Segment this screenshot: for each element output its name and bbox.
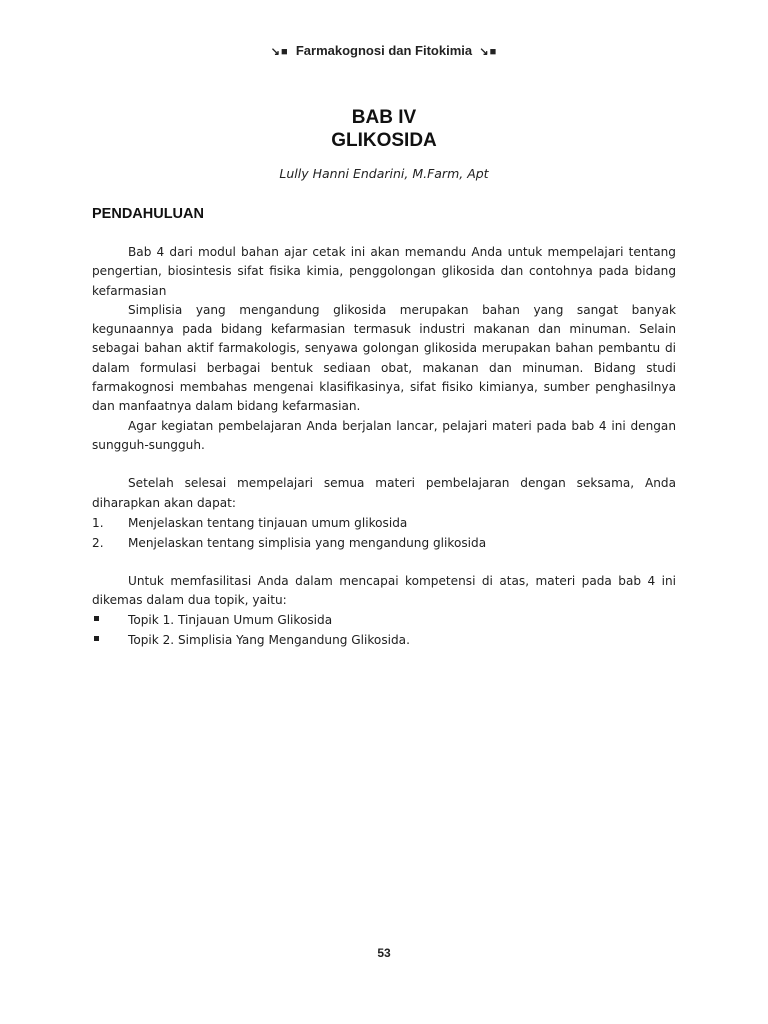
running-header-title: Farmakognosi dan Fitokimia — [295, 43, 473, 58]
objectives-list — [92, 513, 676, 553]
square-bullet-icon — [94, 616, 99, 621]
body-text — [92, 243, 676, 650]
list-number: 1. — [92, 515, 104, 530]
list-number: 2. — [92, 535, 104, 550]
page-number: 53 — [377, 946, 391, 960]
author-name: Lully Hanni Endarini, M.Farm, Apt — [279, 166, 489, 181]
topics-list — [92, 610, 676, 650]
topics-intro: Untuk memfasilitasi Anda dalam mencapai kompetensi di atas, materi pada bab 4 ini dikemas dalam dua topik, yaitu: — [92, 573, 676, 608]
square-bullet-icon — [94, 636, 99, 641]
list-item — [92, 630, 676, 650]
list-item-text: Menjelaskan tentang tinjauan umum glikosida — [128, 515, 408, 530]
list-item-text: Menjelaskan tentang simplisia yang mengandung glikosida — [128, 535, 487, 550]
list-item-text: Topik 1. Tinjauan Umum Glikosida — [128, 613, 333, 628]
paragraph: Simplisia yang mengandung glikosida merupakan bahan yang sangat banyak kegunaannya pada bidang kefarmasian termasuk industri makanan dan minuman. Selain sebagai bahan aktif farmakologis, senyawa golongan glikosida merupakan bahan pembantu di dalam formulasi berbagai bentuk sediaan obat, makanan dan minuman. Bidang studi farmakognosi membahas mengenai klasifikasinya, sifat fisiko kimianya, sumber penghasilnya dan manfaatnya dalam bidang kefarmasian. — [92, 302, 676, 414]
chapter-title: GLIKOSIDA — [331, 130, 437, 151]
arrow-square-ornament-icon: ↘■ — [270, 46, 289, 58]
arrow-square-ornament-icon: ↘■ — [479, 46, 498, 58]
paragraph: Agar kegiatan pembelajaran Anda berjalan lancar, pelajari materi pada bab 4 ini dengan sungguh-sungguh. — [92, 418, 676, 452]
list-item-text: Topik 2. Simplisia Yang Mengandung Glikosida. — [128, 633, 410, 648]
chapter-number: BAB IV — [351, 107, 417, 128]
list-item — [92, 513, 676, 533]
running-header — [0, 43, 768, 58]
paragraph: Bab 4 dari modul bahan ajar cetak ini akan memandu Anda untuk mempelajari tentang pengertian, biosintesis sifat fisika kimia, penggolongan glikosida dan contohnya pada bidang kefarmasian — [92, 245, 676, 298]
objectives-intro: Setelah selesai mempelajari semua materi pembelajaran dengan seksama, Anda diharapkan akan dapat: — [92, 476, 676, 510]
list-item — [92, 610, 676, 630]
chapter-heading — [0, 106, 768, 152]
list-item — [92, 533, 676, 553]
section-heading: PENDAHULUAN — [92, 206, 204, 222]
